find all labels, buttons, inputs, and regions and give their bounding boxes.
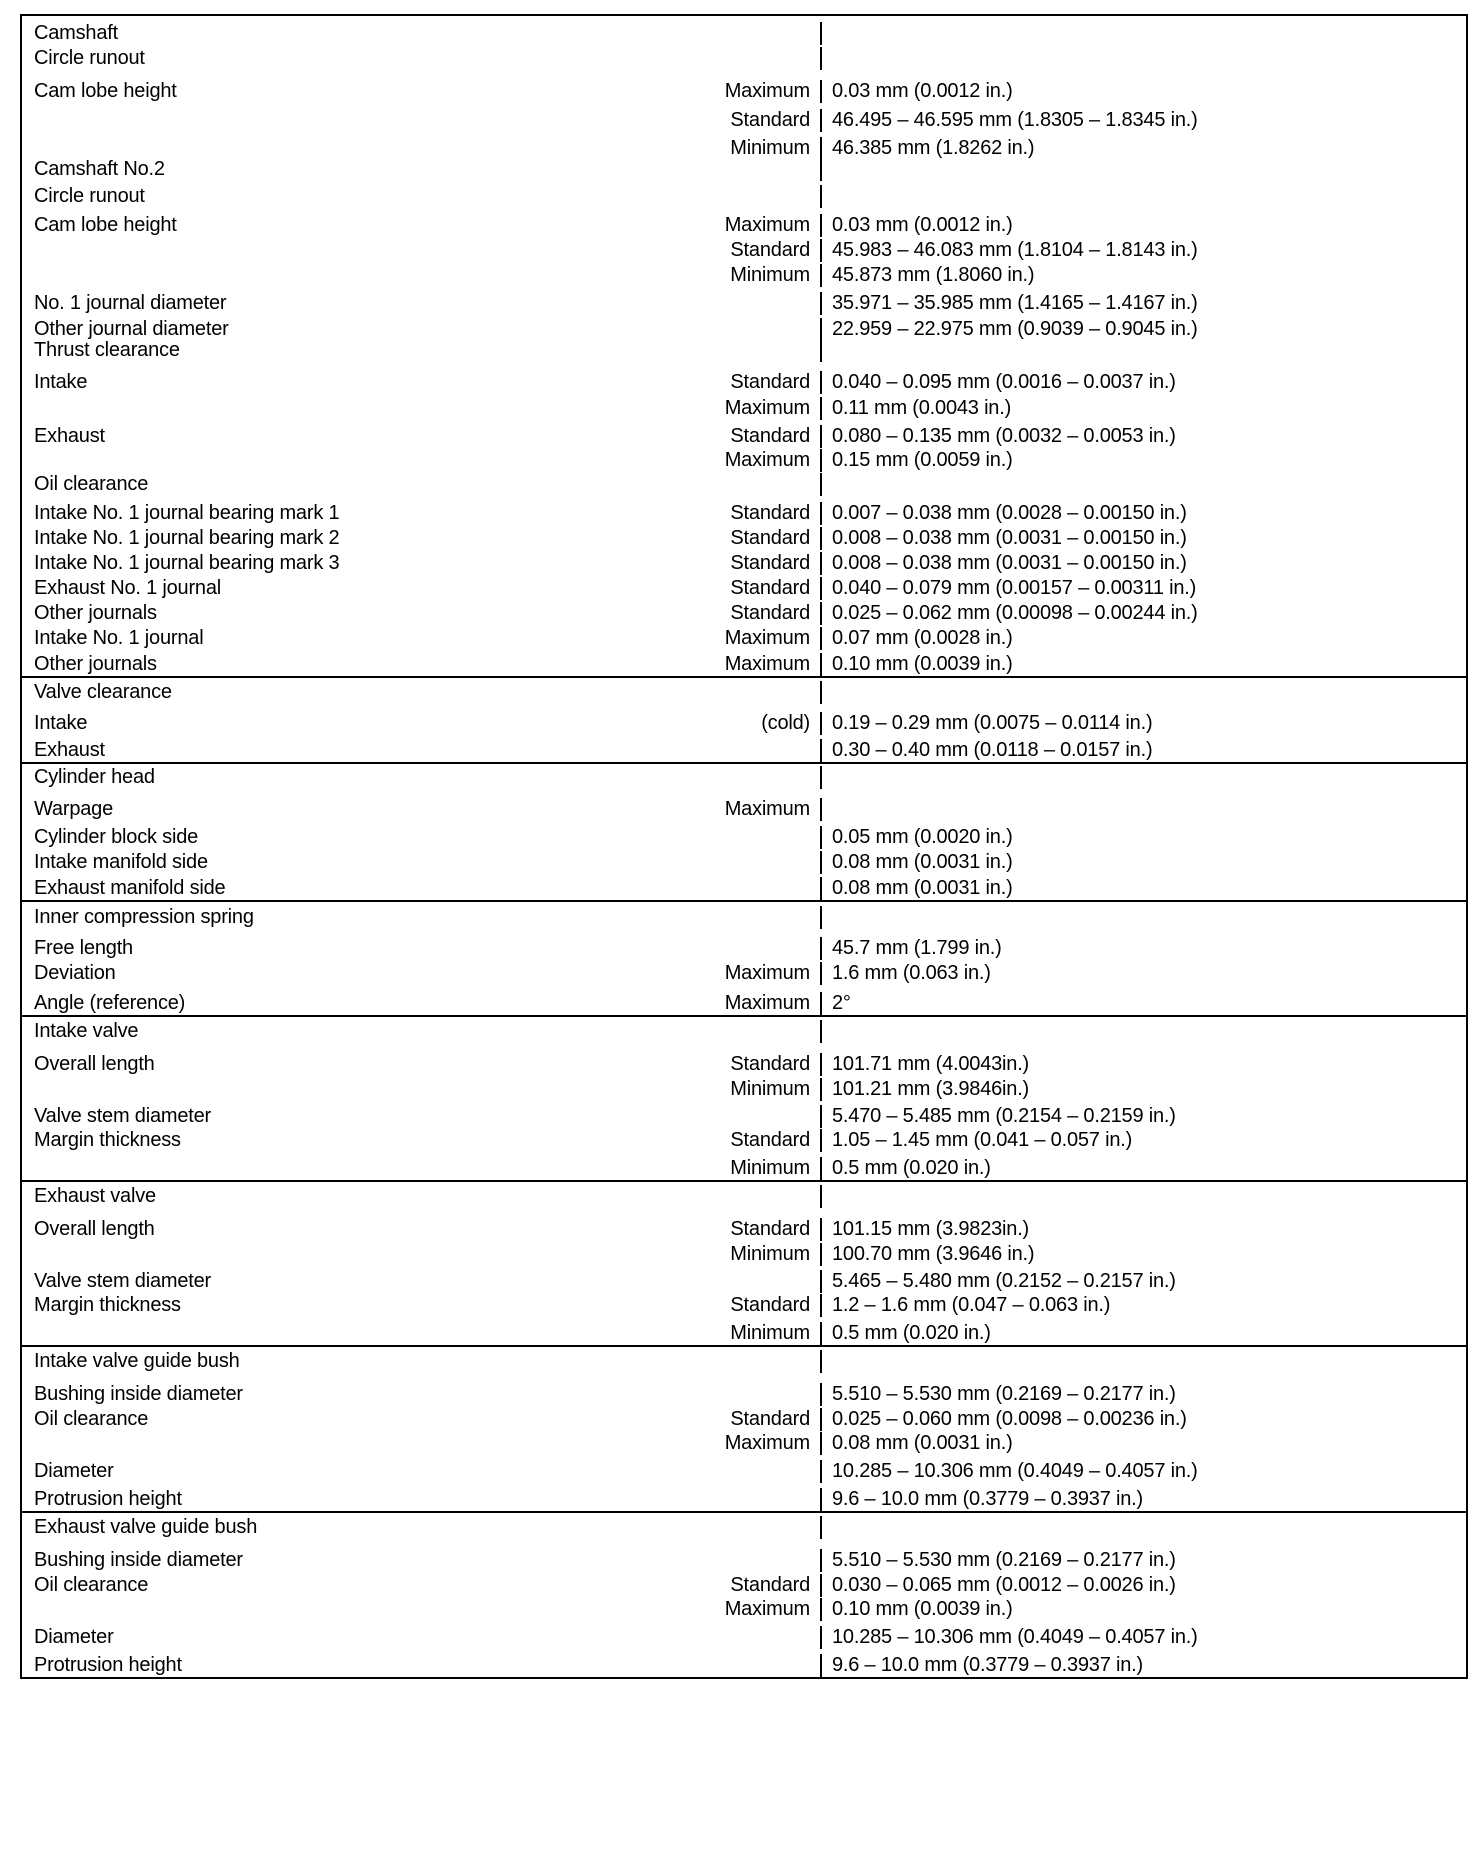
spec-label: Intake No. 1 journal — [34, 627, 204, 649]
spec-row — [22, 1513, 1466, 1539]
spec-label: Intake manifold side — [34, 851, 208, 873]
spec-label: No. 1 journal diameter — [34, 292, 227, 314]
spec-left-cell — [22, 1105, 822, 1128]
spec-condition: Maximum — [724, 214, 810, 236]
spec-left-cell — [22, 371, 822, 394]
spec-condition: Standard — [730, 1218, 810, 1240]
spec-row — [22, 704, 1466, 735]
spec-condition: Maximum — [724, 992, 810, 1014]
spec-value: 0.03 mm (0.0012 in.) — [832, 214, 1013, 236]
spec-row — [22, 874, 1466, 900]
spec-value: 22.959 – 22.975 mm (0.9039 – 0.9045 in.) — [832, 318, 1198, 340]
spec-row — [22, 420, 1466, 448]
spec-left-cell — [22, 1185, 822, 1208]
spec-label: Overall length — [34, 1053, 155, 1075]
spec-row — [22, 1128, 1466, 1152]
spec-left-cell — [22, 1488, 822, 1511]
spec-section — [22, 1511, 1466, 1677]
spec-left-cell — [22, 577, 822, 600]
spec-left-cell — [22, 992, 822, 1015]
spec-left-cell — [22, 851, 822, 874]
spec-left-cell — [22, 1383, 822, 1406]
spec-left-cell — [22, 1157, 822, 1180]
spec-row — [22, 1152, 1466, 1180]
spec-row — [22, 496, 1466, 525]
spec-value: 101.15 mm (3.9823in.) — [832, 1218, 1030, 1240]
spec-label: Overall length — [34, 1218, 155, 1240]
spec-value: 46.385 mm (1.8262 in.) — [832, 137, 1035, 159]
spec-table — [20, 14, 1468, 1679]
spec-left-cell — [22, 473, 822, 496]
spec-label: Inner compression spring — [34, 906, 254, 928]
spec-condition: Minimum — [730, 137, 810, 159]
spec-left-cell — [22, 1218, 822, 1241]
spec-label: Oil clearance — [34, 473, 149, 495]
spec-condition: Minimum — [730, 1243, 810, 1265]
spec-label: Cam lobe height — [34, 214, 177, 236]
spec-row — [22, 1241, 1466, 1266]
spec-value: 5.510 – 5.530 mm (0.2169 – 0.2177 in.) — [832, 1549, 1176, 1571]
spec-left-cell — [22, 1626, 822, 1649]
spec-condition: Standard — [730, 527, 810, 549]
spec-condition: Standard — [730, 1408, 810, 1430]
spec-value: 0.08 mm (0.0031 in.) — [832, 851, 1013, 873]
spec-value: 0.03 mm (0.0012 in.) — [832, 80, 1013, 102]
spec-left-cell — [22, 22, 822, 45]
spec-row — [22, 1597, 1466, 1621]
spec-row — [22, 1347, 1466, 1373]
spec-label: Exhaust — [34, 739, 105, 761]
spec-condition: Maximum — [724, 449, 810, 471]
spec-left-cell — [22, 1078, 822, 1101]
spec-row — [22, 181, 1466, 208]
spec-condition: Maximum — [724, 1432, 810, 1454]
spec-condition: Standard — [730, 602, 810, 624]
spec-row — [22, 625, 1466, 650]
spec-condition: Minimum — [730, 1157, 810, 1179]
spec-condition: Maximum — [724, 653, 810, 675]
spec-condition: Maximum — [724, 397, 810, 419]
spec-value: 1.05 – 1.45 mm (0.041 – 0.057 in.) — [832, 1129, 1133, 1151]
spec-left-cell — [22, 185, 822, 208]
spec-label: Protrusion height — [34, 1654, 182, 1676]
spec-value: 0.15 mm (0.0059 in.) — [832, 449, 1013, 471]
spec-left-cell — [22, 681, 822, 704]
spec-condition: Standard — [730, 425, 810, 447]
spec-row — [22, 1101, 1466, 1128]
spec-left-cell — [22, 798, 822, 821]
spec-condition: Standard — [730, 1574, 810, 1596]
spec-left-cell — [22, 239, 822, 262]
spec-row — [22, 362, 1466, 394]
spec-condition: Standard — [730, 577, 810, 599]
spec-left-cell — [22, 449, 822, 472]
spec-left-cell — [22, 653, 822, 676]
spec-condition: Maximum — [724, 1598, 810, 1620]
spec-left-cell — [22, 1574, 822, 1597]
spec-row — [22, 1182, 1466, 1208]
spec-row — [22, 1076, 1466, 1101]
spec-row — [22, 1455, 1466, 1483]
spec-condition: Standard — [730, 502, 810, 524]
spec-value: 0.025 – 0.062 mm (0.00098 – 0.00244 in.) — [832, 602, 1198, 624]
spec-value: 1.2 – 1.6 mm (0.047 – 0.063 in.) — [832, 1294, 1111, 1316]
spec-row — [22, 1317, 1466, 1345]
spec-value: 1.6 mm (0.063 in.) — [832, 962, 991, 984]
spec-left-cell — [22, 137, 822, 160]
spec-label: Intake — [34, 712, 88, 734]
spec-row — [22, 1208, 1466, 1241]
spec-label: Margin thickness — [34, 1294, 181, 1316]
spec-row — [22, 160, 1466, 181]
spec-left-cell — [22, 1243, 822, 1266]
spec-left-cell — [22, 712, 822, 735]
spec-row — [22, 394, 1466, 420]
spec-row — [22, 45, 1466, 70]
spec-label: Exhaust valve — [34, 1185, 156, 1207]
spec-row — [22, 821, 1466, 849]
spec-row — [22, 985, 1466, 1015]
spec-label: Camshaft No.2 — [34, 158, 165, 180]
spec-left-cell — [22, 47, 822, 70]
spec-row — [22, 600, 1466, 625]
spec-label: Oil clearance — [34, 1574, 149, 1596]
spec-value: 0.10 mm (0.0039 in.) — [832, 1598, 1013, 1620]
spec-left-cell — [22, 826, 822, 849]
spec-value: 0.30 – 0.40 mm (0.0118 – 0.0157 in.) — [832, 739, 1153, 761]
spec-value: 5.465 – 5.480 mm (0.2152 – 0.2157 in.) — [832, 1270, 1176, 1292]
spec-left-cell — [22, 292, 822, 315]
spec-row — [22, 525, 1466, 550]
spec-value: 35.971 – 35.985 mm (1.4165 – 1.4167 in.) — [832, 292, 1198, 314]
spec-row — [22, 472, 1466, 496]
spec-label: Intake valve guide bush — [34, 1350, 240, 1372]
spec-value: 0.080 – 0.135 mm (0.0032 – 0.0053 in.) — [832, 425, 1176, 447]
spec-condition: Standard — [730, 371, 810, 393]
spec-label: Protrusion height — [34, 1488, 182, 1510]
spec-row — [22, 1293, 1466, 1317]
spec-row — [22, 16, 1466, 45]
spec-condition: Maximum — [724, 80, 810, 102]
spec-left-cell — [22, 627, 822, 650]
spec-label: Intake No. 1 journal bearing mark 2 — [34, 527, 340, 549]
spec-row — [22, 929, 1466, 960]
spec-value: 9.6 – 10.0 mm (0.3779 – 0.3937 in.) — [832, 1654, 1143, 1676]
spec-value: 0.05 mm (0.0020 in.) — [832, 826, 1013, 848]
spec-value: 5.470 – 5.485 mm (0.2154 – 0.2159 in.) — [832, 1105, 1176, 1127]
spec-value: 2° — [832, 992, 851, 1014]
spec-row — [22, 1539, 1466, 1572]
spec-row — [22, 789, 1466, 821]
spec-value: 45.873 mm (1.8060 in.) — [832, 264, 1035, 286]
spec-row — [22, 1017, 1466, 1043]
spec-value: 0.030 – 0.065 mm (0.0012 – 0.0026 in.) — [832, 1574, 1176, 1596]
spec-label: Oil clearance — [34, 1408, 149, 1430]
spec-condition: Maximum — [724, 627, 810, 649]
spec-left-cell — [22, 962, 822, 985]
spec-label: Thrust clearance — [34, 339, 180, 361]
spec-value: 0.040 – 0.095 mm (0.0016 – 0.0037 in.) — [832, 371, 1176, 393]
spec-value: 0.10 mm (0.0039 in.) — [832, 653, 1013, 675]
spec-label: Warpage — [34, 798, 114, 820]
spec-left-cell — [22, 937, 822, 960]
spec-left-cell — [22, 552, 822, 575]
spec-row — [22, 735, 1466, 762]
spec-value: 0.008 – 0.038 mm (0.0031 – 0.00150 in.) — [832, 552, 1187, 574]
spec-label: Angle (reference) — [34, 992, 186, 1014]
spec-row — [22, 1406, 1466, 1431]
spec-value: 0.19 – 0.29 mm (0.0075 – 0.0114 in.) — [832, 712, 1153, 734]
spec-value: 9.6 – 10.0 mm (0.3779 – 0.3937 in.) — [832, 1488, 1143, 1510]
spec-label: Intake No. 1 journal bearing mark 1 — [34, 502, 340, 524]
spec-row — [22, 1483, 1466, 1511]
spec-left-cell — [22, 1516, 822, 1539]
spec-section — [22, 1180, 1466, 1345]
spec-row — [22, 764, 1466, 789]
spec-row — [22, 70, 1466, 103]
spec-value: 46.495 – 46.595 mm (1.8305 – 1.8345 in.) — [832, 109, 1198, 131]
spec-row — [22, 849, 1466, 874]
spec-condition: (cold) — [761, 712, 810, 734]
spec-left-cell — [22, 1654, 822, 1677]
spec-condition: Minimum — [730, 1322, 810, 1344]
spec-left-cell — [22, 80, 822, 103]
spec-left-cell — [22, 1432, 822, 1455]
spec-row — [22, 262, 1466, 287]
spec-row — [22, 132, 1466, 160]
spec-label: Other journals — [34, 653, 157, 675]
spec-left-cell — [22, 1053, 822, 1076]
spec-left-cell — [22, 1294, 822, 1317]
spec-condition: Standard — [730, 1294, 810, 1316]
spec-label: Other journal diameter — [34, 318, 229, 340]
spec-value: 0.5 mm (0.020 in.) — [832, 1322, 991, 1344]
spec-row — [22, 575, 1466, 600]
spec-value: 0.025 – 0.060 mm (0.0098 – 0.00236 in.) — [832, 1408, 1187, 1430]
spec-value: 10.285 – 10.306 mm (0.4049 – 0.4057 in.) — [832, 1460, 1198, 1482]
spec-section — [22, 16, 1466, 676]
spec-label: Exhaust valve guide bush — [34, 1516, 258, 1538]
spec-label: Diameter — [34, 1460, 114, 1482]
spec-label: Intake — [34, 371, 88, 393]
spec-label: Bushing inside diameter — [34, 1549, 243, 1571]
spec-condition: Minimum — [730, 264, 810, 286]
spec-condition: Standard — [730, 552, 810, 574]
spec-condition: Minimum — [730, 1078, 810, 1100]
spec-value: 101.71 mm (4.0043in.) — [832, 1053, 1030, 1075]
spec-value: 0.5 mm (0.020 in.) — [832, 1157, 991, 1179]
spec-left-cell — [22, 766, 822, 789]
spec-row — [22, 1043, 1466, 1076]
spec-left-cell — [22, 877, 822, 900]
spec-label: Free length — [34, 937, 133, 959]
spec-left-cell — [22, 397, 822, 420]
spec-label: Exhaust — [34, 425, 105, 447]
spec-label: Circle runout — [34, 47, 145, 69]
spec-value: 0.11 mm (0.0043 in.) — [832, 397, 1012, 419]
spec-row — [22, 550, 1466, 575]
spec-label: Valve stem diameter — [34, 1270, 212, 1292]
spec-label: Bushing inside diameter — [34, 1383, 243, 1405]
spec-left-cell — [22, 1129, 822, 1152]
spec-left-cell — [22, 1350, 822, 1373]
spec-value: 0.07 mm (0.0028 in.) — [832, 627, 1013, 649]
spec-value: 5.510 – 5.530 mm (0.2169 – 0.2177 in.) — [832, 1383, 1176, 1405]
spec-label: Camshaft — [34, 22, 118, 44]
spec-label: Diameter — [34, 1626, 114, 1648]
spec-label: Valve stem diameter — [34, 1105, 212, 1127]
spec-label: Exhaust manifold side — [34, 877, 226, 899]
spec-left-cell — [22, 1270, 822, 1293]
spec-label: Intake No. 1 journal bearing mark 3 — [34, 552, 340, 574]
spec-row — [22, 103, 1466, 132]
spec-value: 0.08 mm (0.0031 in.) — [832, 877, 1013, 899]
spec-value: 0.040 – 0.079 mm (0.00157 – 0.00311 in.) — [832, 577, 1197, 599]
spec-row — [22, 650, 1466, 676]
spec-label: Exhaust No. 1 journal — [34, 577, 222, 599]
spec-row — [22, 1266, 1466, 1293]
spec-value: 45.7 mm (1.799 in.) — [832, 937, 1002, 959]
spec-left-cell — [22, 739, 822, 762]
spec-condition: Standard — [730, 239, 810, 261]
spec-left-cell — [22, 906, 822, 929]
spec-value: 45.983 – 46.083 mm (1.8104 – 1.8143 in.) — [832, 239, 1198, 261]
spec-row — [22, 208, 1466, 237]
spec-label: Deviation — [34, 962, 116, 984]
spec-row — [22, 1572, 1466, 1597]
spec-condition: Maximum — [724, 798, 810, 820]
spec-left-cell — [22, 318, 822, 341]
spec-label: Cam lobe height — [34, 80, 177, 102]
spec-row — [22, 315, 1466, 341]
spec-condition: Maximum — [724, 962, 810, 984]
spec-left-cell — [22, 158, 822, 181]
spec-section — [22, 676, 1466, 762]
spec-left-cell — [22, 1598, 822, 1621]
spec-label: Cylinder head — [34, 766, 155, 788]
spec-left-cell — [22, 1549, 822, 1572]
spec-section — [22, 1345, 1466, 1511]
spec-row — [22, 960, 1466, 985]
spec-row — [22, 1621, 1466, 1649]
spec-label: Circle runout — [34, 185, 145, 207]
spec-left-cell — [22, 1460, 822, 1483]
spec-row — [22, 448, 1466, 472]
spec-row — [22, 1373, 1466, 1406]
spec-section — [22, 900, 1466, 1015]
spec-value: 0.008 – 0.038 mm (0.0031 – 0.00150 in.) — [832, 527, 1187, 549]
spec-row — [22, 1649, 1466, 1677]
spec-left-cell — [22, 425, 822, 448]
spec-condition: Standard — [730, 1053, 810, 1075]
spec-left-cell — [22, 1020, 822, 1043]
spec-left-cell — [22, 1408, 822, 1431]
spec-label: Other journals — [34, 602, 157, 624]
spec-row — [22, 902, 1466, 929]
spec-label: Margin thickness — [34, 1129, 181, 1151]
spec-label: Intake valve — [34, 1020, 139, 1042]
spec-value: 101.21 mm (3.9846in.) — [832, 1078, 1030, 1100]
spec-left-cell — [22, 1322, 822, 1345]
spec-value: 0.08 mm (0.0031 in.) — [832, 1432, 1013, 1454]
spec-row — [22, 341, 1466, 362]
spec-value: 10.285 – 10.306 mm (0.4049 – 0.4057 in.) — [832, 1626, 1198, 1648]
spec-section — [22, 1015, 1466, 1180]
spec-row — [22, 237, 1466, 262]
spec-label: Valve clearance — [34, 681, 172, 703]
spec-value: 100.70 mm (3.9646 in.) — [832, 1243, 1035, 1265]
spec-row — [22, 1431, 1466, 1455]
spec-section — [22, 762, 1466, 900]
spec-value: 0.007 – 0.038 mm (0.0028 – 0.00150 in.) — [832, 502, 1187, 524]
spec-left-cell — [22, 339, 822, 362]
spec-row — [22, 287, 1466, 315]
spec-left-cell — [22, 602, 822, 625]
spec-condition: Standard — [730, 109, 810, 131]
spec-left-cell — [22, 502, 822, 525]
spec-condition: Standard — [730, 1129, 810, 1151]
spec-left-cell — [22, 527, 822, 550]
spec-row — [22, 678, 1466, 704]
spec-left-cell — [22, 109, 822, 132]
spec-left-cell — [22, 214, 822, 237]
spec-label: Cylinder block side — [34, 826, 199, 848]
spec-left-cell — [22, 264, 822, 287]
